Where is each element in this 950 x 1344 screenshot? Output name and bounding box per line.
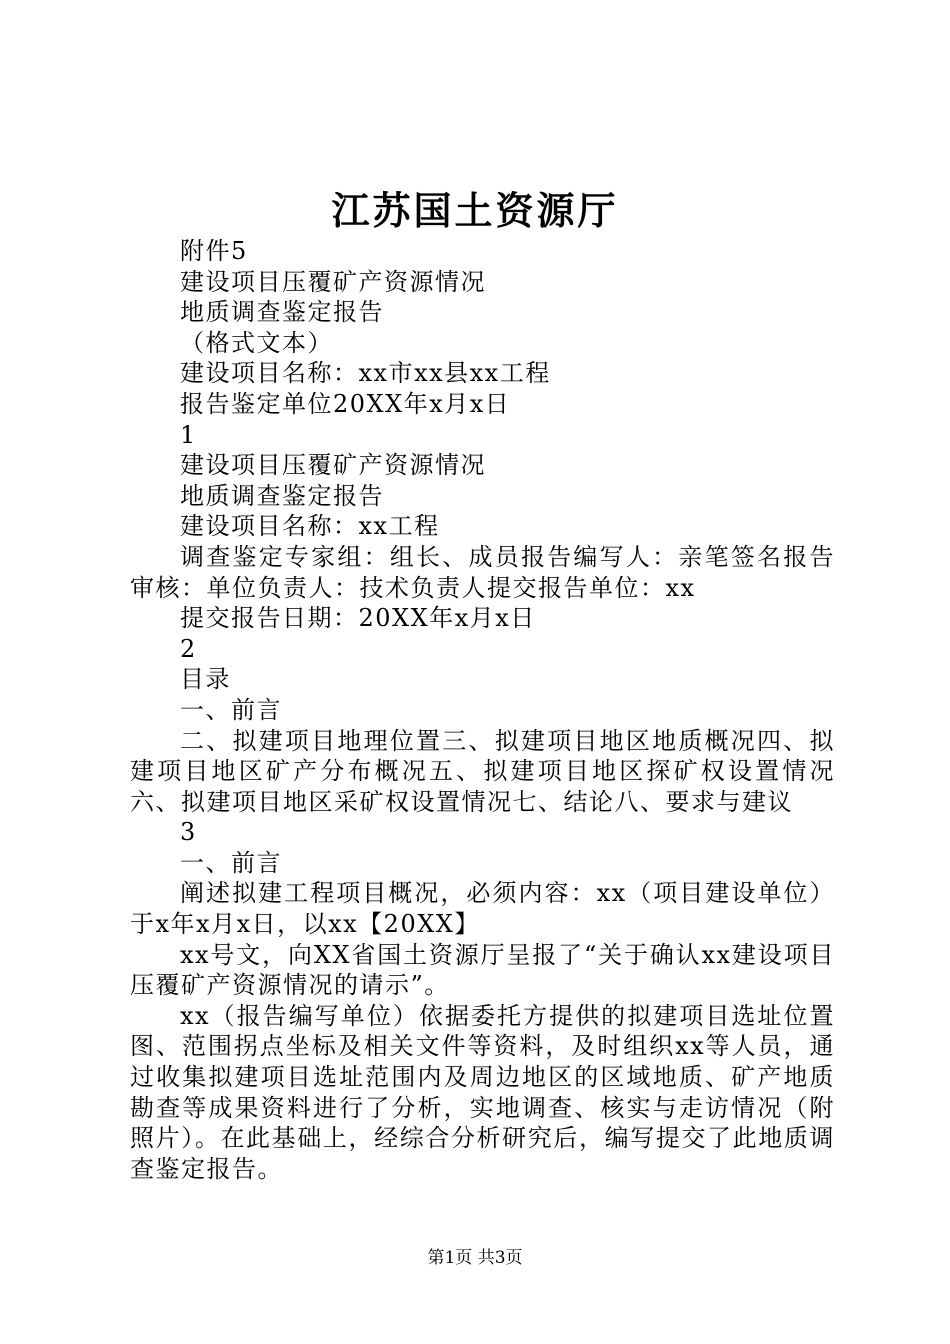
paragraph: 地质调查鉴定报告 [180, 481, 384, 510]
paragraph: 调查鉴定专家组：组长、成员报告编写人：亲笔签名报告审核：单位负责人：技术负责人提交报告单位：xx [130, 542, 835, 602]
paragraph: 附件5 [180, 237, 248, 265]
section-heading: 一、前言 [180, 848, 282, 877]
paragraph: 阐述拟建工程项目概况，必须内容：xx（项目建设单位）于x年x月x日，以xx【20XX】 [130, 879, 835, 939]
toc-item: 一、前言 [180, 695, 282, 724]
page-number-text: 2 [180, 634, 197, 663]
page-footer: 第1页 共3页 [427, 1248, 523, 1268]
paragraph: 建设项目压覆矿产资源情况 [180, 267, 486, 296]
paragraph: 提交报告日期：20XX年x月x日 [180, 604, 536, 633]
paragraph: xx号文，向XX省国土资源厅呈报了“关于确认xx建设项目压覆矿产资源情况的请示”。 [130, 940, 835, 1000]
document-title: 江苏国土资源厅 [331, 188, 619, 233]
paragraph: （格式文本） [180, 328, 333, 357]
paragraph: 地质调查鉴定报告 [180, 298, 384, 327]
paragraph: 建设项目名称：xx市xx县xx工程 [180, 359, 551, 388]
toc-heading: 目录 [180, 665, 231, 694]
paragraph: xx（报告编写单位）依据委托方提供的拟建项目选址位置图、范围拐点坐标及相关文件等资料，及时组织xx等人员，通过收集拟建项目选址范围内及周边地区的区域地质、矿产地质勘查等成果资料进行了分析，实地调查、核实与走访情况（附照片）。在此基础上，经综合分析研究后，编写提交了此地质调查鉴定报告。 [130, 1001, 835, 1183]
document-body [130, 236, 835, 1184]
toc-items: 二、拟建项目地理位置三、拟建项目地区地质概况四、拟建项目地区矿产分布概况五、拟建项目地区探矿权设置情况六、拟建项目地区采矿权设置情况七、结论八、要求与建议 [130, 726, 835, 816]
paragraph: 报告鉴定单位20XX年x月x日 [180, 389, 511, 418]
paragraph: 建设项目名称：xx工程 [180, 512, 440, 541]
page-number-text: 1 [180, 420, 197, 449]
page-number-text: 3 [180, 818, 197, 847]
paragraph: 建设项目压覆矿产资源情况 [180, 451, 486, 480]
